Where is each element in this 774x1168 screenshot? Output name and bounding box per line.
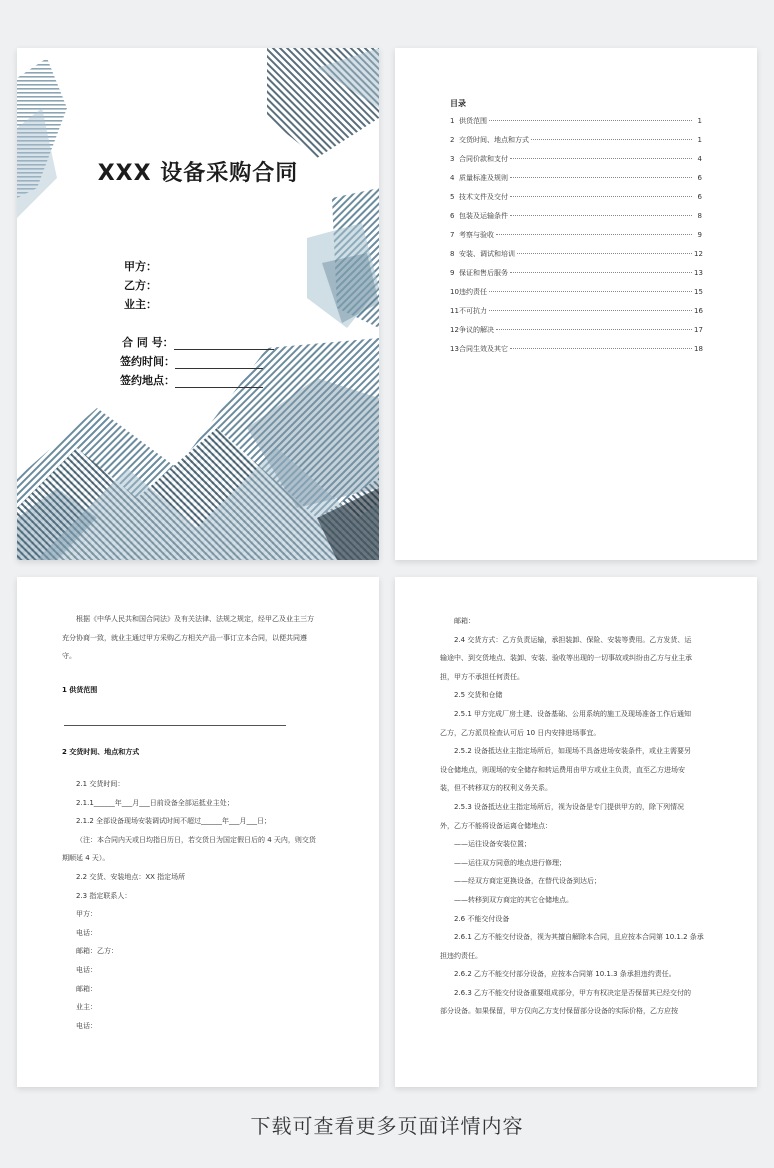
body-line: 装，但不转移双方的权利义务关系。 — [440, 784, 552, 793]
body-line: 甲方： — [76, 910, 97, 919]
owner-label: 业主： — [124, 298, 157, 311]
body-line: 2.6.2 乙方不能交付部分设备，应按本合同第 10.1.3 条承担违约责任。 — [454, 970, 676, 979]
body-line: 乙方，乙方派员检查认可后 10 日内安排进场事宜。 — [440, 728, 601, 737]
body-line: 输途中、到交货地点、装卸、安装、验收等出现的一切事故或纠纷由乙方与业主承 — [440, 654, 692, 663]
toc-leader — [510, 215, 692, 216]
cover-page — [17, 48, 379, 560]
toc-item-page: 13 — [694, 269, 703, 277]
toc-item-number: 10 — [450, 288, 459, 296]
toc-heading: 目录 — [450, 99, 466, 108]
toc-item-title: 合同价款和支付 — [459, 155, 508, 163]
toc-item[interactable] — [450, 287, 702, 306]
body-line: 部分设备。如果保留，甲方仅向乙方支付保留部分设备的实际价格，乙方应按 — [440, 1007, 678, 1016]
body-line: 外，乙方不能将设备运离仓储地点： — [440, 821, 552, 830]
section-heading-1: 1 供货范围 — [62, 686, 98, 694]
body-line: 2.5.1 甲方完成厂房土建、设备基础、公用系统的施工及现场准备工作后通知 — [454, 709, 692, 718]
contract-number-label: 合 同 号： — [122, 336, 174, 349]
body-line: ——经双方商定更换设备，在替代设备到达后； — [454, 877, 601, 886]
toc-item-page: 17 — [694, 326, 703, 334]
body-line: 2.6.3 乙方不能交付设备重要组成部分，甲方有权决定是否保留其已经交付的 — [454, 988, 692, 997]
toc-item-page: 9 — [697, 231, 702, 239]
body-line: 电话： — [76, 928, 97, 937]
toc-item[interactable] — [450, 230, 702, 249]
toc-item-number: 7 — [450, 231, 455, 239]
toc-item-title: 质量标准及规则 — [459, 174, 508, 182]
body-line: 设仓储地点，则现场的安全储存和转运费用由甲方或业主负责，直至乙方进场安 — [440, 765, 685, 774]
toc-leader — [510, 158, 692, 159]
body-line: ——转移到双方商定的其它仓储地点。 — [454, 895, 573, 904]
toc-item-page: 15 — [694, 288, 703, 296]
toc-item[interactable] — [450, 325, 702, 344]
body-line: 2.4 交货方式：乙方负责运输，承担装卸、保险、安装等费用。乙方发货、运 — [454, 635, 692, 644]
toc-leader — [510, 196, 692, 197]
toc-item-number: 12 — [450, 326, 459, 334]
toc-item[interactable] — [450, 211, 702, 230]
toc-item-page: 12 — [694, 250, 703, 258]
delivery-body — [440, 612, 725, 1021]
toc-item-number: 3 — [450, 155, 455, 163]
toc-item-title: 不可抗力 — [459, 307, 487, 315]
body-line: 邮箱： — [454, 617, 475, 625]
toc-item[interactable] — [450, 344, 702, 363]
body-line: 邮箱： — [76, 984, 97, 993]
toc-leader — [496, 234, 692, 235]
sign-time-field — [120, 353, 263, 369]
toc-item-title: 保证和售后服务 — [459, 269, 508, 277]
toc-item-page: 16 — [694, 307, 703, 315]
toc-list — [450, 116, 702, 363]
toc-item-number: 11 — [450, 307, 459, 315]
toc-item-number: 8 — [450, 250, 455, 258]
body-line: ——运往双方同意的地点进行修理； — [454, 858, 566, 867]
contract-page-2 — [395, 577, 757, 1087]
cover-title: XXX 设备采购合同 — [97, 161, 299, 186]
toc-item[interactable] — [450, 116, 702, 135]
toc-leader — [531, 139, 692, 140]
body-line: 2.5.3 设备抵达业主指定场所后，视为设备是专门提供甲方的，除下列情况 — [454, 802, 685, 811]
toc-item-number: 1 — [450, 117, 455, 125]
sign-time-label: 签约时间： — [120, 355, 175, 368]
sign-place-field — [120, 372, 263, 388]
body-line: 担违约责任。 — [440, 951, 482, 960]
toc-page — [395, 48, 757, 560]
toc-item-number: 13 — [450, 345, 459, 353]
body-line: 2.2 交货、安装地点：XX 指定场所 — [76, 872, 186, 881]
section-heading-2: 2 交货时间、地点和方式 — [62, 748, 140, 756]
toc-item-title: 违约责任 — [459, 288, 487, 296]
toc-item-title: 安装、调试和培训 — [459, 250, 515, 258]
toc-item-number: 2 — [450, 136, 455, 144]
toc-item[interactable] — [450, 306, 702, 325]
sign-time-line — [175, 358, 263, 369]
toc-item-page: 1 — [697, 136, 702, 144]
body-line: 2.3 指定联系人： — [76, 891, 132, 900]
body-line: 2.5 交货和仓储 — [454, 691, 503, 700]
contract-number-field — [122, 334, 274, 350]
body-line: 2.6 不能交付设备 — [454, 914, 510, 923]
contract-page-1 — [17, 577, 379, 1087]
section-2-body — [62, 775, 357, 1035]
toc-item-page: 8 — [697, 212, 702, 220]
toc-leader — [517, 253, 692, 254]
download-caption: 下载可查看更多页面详情内容 — [250, 1114, 524, 1138]
toc-leader — [496, 329, 692, 330]
body-line: 邮箱：乙方： — [76, 947, 118, 956]
toc-leader — [489, 291, 692, 292]
toc-item[interactable] — [450, 173, 702, 192]
body-line: 2.1.1______年___月___日前设备全部运抵业主处； — [76, 798, 234, 807]
toc-item-page: 6 — [697, 193, 702, 201]
blank-fill-line — [64, 725, 286, 726]
toc-leader — [510, 177, 692, 178]
intro-line: 守。 — [62, 652, 76, 661]
toc-item[interactable] — [450, 249, 702, 268]
body-line: 2.5.2 设备抵达业主指定场所后，如现场不具备进场安装条件，或业主需要另 — [454, 747, 692, 756]
intro-line: 根据《中华人民共和国合同法》及有关法律、法规之规定，经甲乙及业主三方 — [76, 615, 314, 623]
toc-item-title: 交货时间、地点和方式 — [459, 136, 529, 144]
toc-item-number: 5 — [450, 193, 455, 201]
body-line: ——运往设备安装位置； — [454, 840, 531, 849]
cover-geometric-pattern — [17, 48, 379, 560]
toc-item-page: 4 — [697, 155, 702, 163]
contract-number-line — [174, 339, 274, 350]
toc-leader — [489, 310, 692, 311]
toc-item-title: 技术文件及交付 — [459, 193, 508, 201]
toc-item-title: 合同生效及其它 — [459, 345, 508, 353]
toc-leader — [510, 348, 692, 349]
toc-item-page: 1 — [697, 117, 702, 125]
sign-place-line — [175, 377, 263, 388]
toc-item[interactable] — [450, 192, 702, 211]
party-b-label: 乙方： — [124, 279, 157, 292]
body-line: 2.6.1 乙方不能交付设备，视为其擅自解除本合同，且应按本合同第 10.1.2 条承 — [454, 933, 704, 942]
body-line: （注：本合同内天或日均指日历日，若交货日为国定假日后的 4 天内，则交货 — [76, 835, 316, 844]
toc-item-number: 9 — [450, 269, 455, 277]
body-line: 业主： — [76, 1003, 97, 1012]
body-line: 2.1.2 全部设备现场安装调试时间不超过______年___月___日； — [76, 817, 272, 826]
toc-item-title: 供货范围 — [459, 117, 487, 125]
intro-paragraph — [62, 610, 352, 666]
toc-leader — [489, 120, 692, 121]
toc-leader — [510, 272, 692, 273]
toc-item[interactable] — [450, 154, 702, 173]
toc-item-title: 争议的解决 — [459, 326, 494, 334]
body-line: 电话： — [76, 1021, 97, 1030]
toc-item-title: 包装及运输条件 — [459, 212, 508, 220]
toc-item[interactable] — [450, 135, 702, 154]
body-line: 期顺延 4 天）。 — [62, 854, 110, 863]
toc-item-page: 6 — [697, 174, 702, 182]
intro-line: 充分协商一致，就业主通过甲方采购乙方相关产品一事订立本合同，以便共同遵 — [62, 633, 307, 642]
toc-item-number: 4 — [450, 174, 455, 182]
body-line: 2.1 交货时间： — [76, 780, 125, 788]
body-line: 担，甲方不承担任何责任。 — [440, 672, 524, 681]
toc-item-page: 18 — [694, 345, 703, 353]
toc-item-title: 考察与验收 — [459, 231, 494, 239]
toc-item-number: 6 — [450, 212, 455, 220]
toc-item[interactable] — [450, 268, 702, 287]
body-line: 电话： — [76, 965, 97, 974]
party-a-label: 甲方： — [124, 260, 157, 273]
sign-place-label: 签约地点： — [120, 374, 175, 387]
